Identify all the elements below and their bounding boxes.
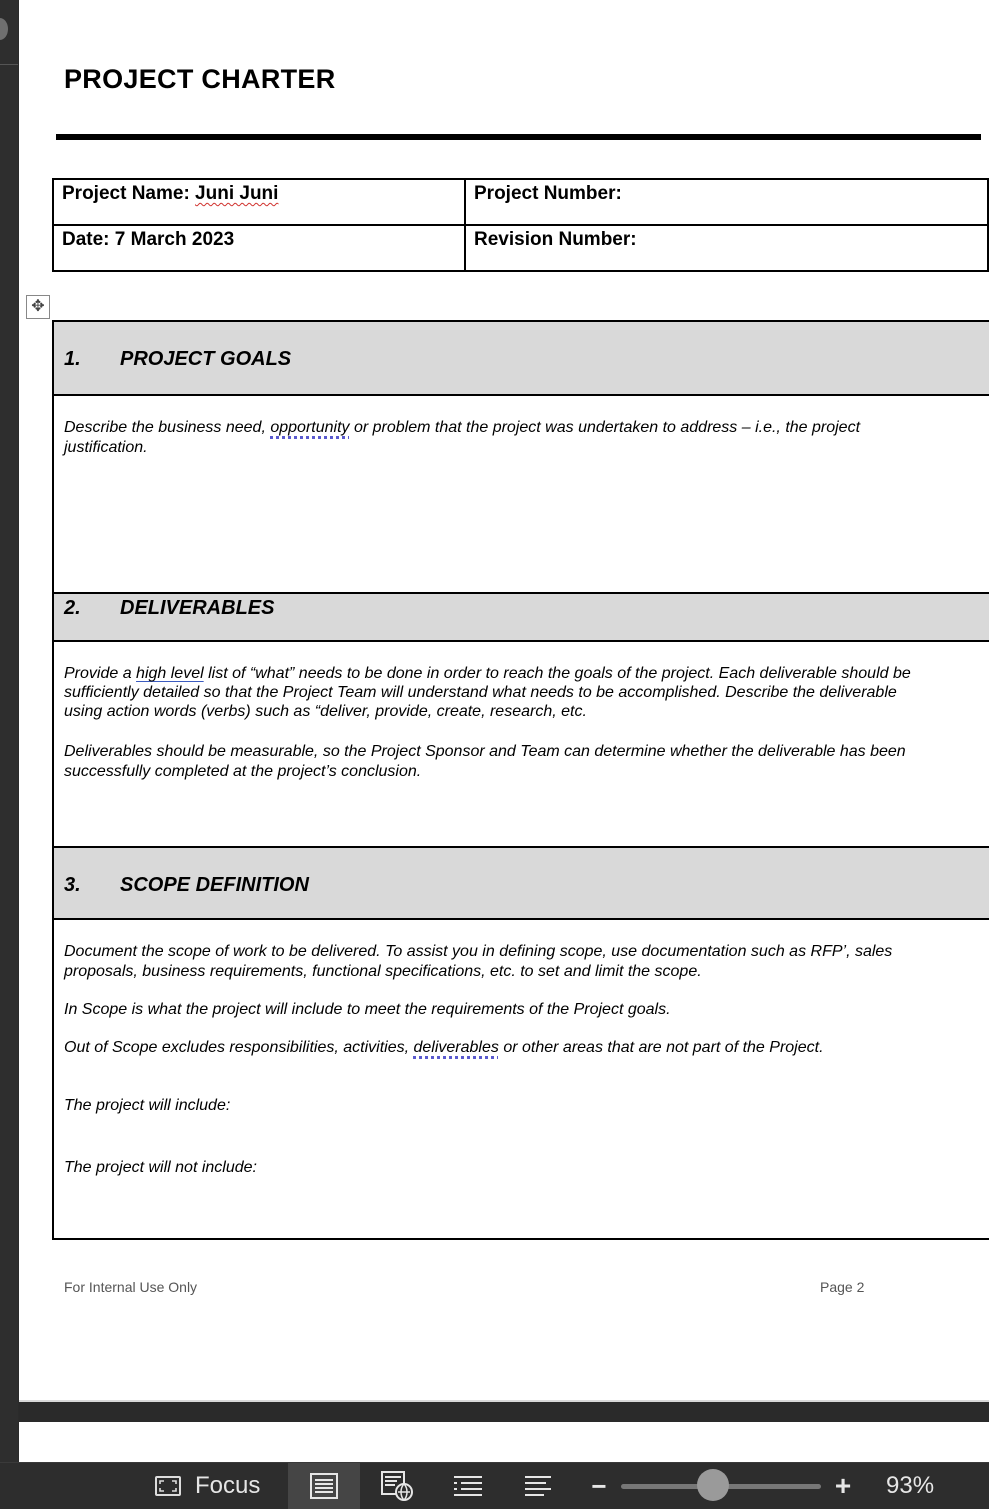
gutter-divider: [0, 64, 18, 65]
section-1-number: 1.: [64, 348, 81, 370]
section-3-heading: SCOPE DEFINITION: [120, 874, 309, 896]
footer-page-number: Page 2: [820, 1279, 865, 1295]
project-number-cell[interactable]: [465, 179, 988, 225]
next-page[interactable]: [19, 1422, 989, 1462]
title-rule: [56, 134, 981, 140]
section-2-number: 2.: [64, 597, 81, 619]
focus-icon: [155, 1476, 181, 1496]
outline-icon: [453, 1474, 483, 1498]
section-1-heading: PROJECT GOALS: [120, 348, 292, 370]
section-2-paragraph-1: Provide a high level list of “what” needs to be done in order to reach the goals of the project. Each deliverable should be sufficiently detailed so that the Project Team will understand what needs to be accomplished. Describe the deliverable using action words (verbs) such as “deliver, provide, create, research, etc.: [64, 665, 911, 720]
date-label: Date: 7 March 2023: [62, 229, 235, 250]
section-1-text: Describe the business need, opportunity or problem that the project was undertaken to address – i.e., the project justification.: [64, 419, 861, 456]
section-3-not-include: The project will not include:: [64, 1159, 257, 1176]
web-layout-icon: [381, 1471, 413, 1501]
zoom-in-icon: +: [834, 1470, 852, 1501]
section-1-body[interactable]: [54, 396, 989, 594]
zoom-in-button[interactable]: [831, 1463, 855, 1509]
draft-icon: [524, 1475, 552, 1497]
section-1-header[interactable]: [54, 322, 989, 396]
project-info-table: [52, 178, 989, 272]
zoom-level[interactable]: [886, 1463, 934, 1509]
focus-button[interactable]: [155, 1463, 260, 1509]
project-name-label: Project Name:: [62, 183, 196, 204]
page-break-gap: [19, 1402, 989, 1422]
section-3-header[interactable]: [54, 848, 989, 920]
focus-label: Focus: [195, 1472, 261, 1499]
left-gutter: [0, 0, 18, 1462]
section-3-paragraph-3: Out of Scope excludes responsibilities, activities, deliverables or other areas that are not part of the Project.: [64, 1039, 824, 1056]
section-2-heading: DELIVERABLES: [120, 597, 275, 619]
section-2-header[interactable]: [54, 594, 989, 642]
sections-table: [52, 320, 989, 1240]
section-2-body[interactable]: [54, 642, 989, 848]
table-move-handle-icon[interactable]: ✥: [26, 295, 50, 319]
draft-view-button[interactable]: [524, 1463, 552, 1509]
section-3-include: The project will include:: [64, 1097, 231, 1114]
web-layout-view-button[interactable]: [379, 1463, 415, 1509]
section-3-number: 3.: [64, 874, 81, 896]
footer-confidentiality: For Internal Use Only: [64, 1279, 198, 1295]
revision-number-label: Revision Number:: [474, 229, 637, 250]
section-3-body[interactable]: [54, 920, 989, 1238]
status-bar: [0, 1462, 989, 1509]
date-cell[interactable]: [53, 225, 465, 271]
section-3-paragraph-2: In Scope is what the project will include to meet the requirements of the Project goals.: [64, 1001, 671, 1018]
document-page[interactable]: [19, 0, 989, 1400]
project-name-value: Juni Juni: [195, 183, 279, 204]
section-3-paragraph-1: Document the scope of work to be delivered. To assist you in defining scope, use documentation such as RFP’, sales proposals, business requirements, functional specifications, etc. to set and limit the scope.: [64, 943, 893, 980]
zoom-percentage: 93%: [886, 1472, 935, 1499]
section-2-paragraph-2: Deliverables should be measurable, so the Project Sponsor and Team can determine whether the deliverable has been successfully completed at the project’s conclusion.: [64, 743, 906, 780]
zoom-out-icon: −: [591, 1470, 607, 1501]
zoom-out-button[interactable]: [589, 1463, 609, 1509]
project-number-label: Project Number:: [474, 183, 622, 204]
print-layout-icon: [310, 1473, 338, 1499]
document-title: PROJECT CHARTER: [64, 64, 336, 94]
scroll-knob[interactable]: [0, 18, 8, 40]
zoom-slider-thumb[interactable]: [697, 1469, 729, 1501]
revision-number-cell[interactable]: [465, 225, 988, 271]
project-name-cell[interactable]: [53, 179, 465, 225]
print-layout-view-button[interactable]: [288, 1463, 360, 1509]
outline-view-button[interactable]: [452, 1463, 484, 1509]
